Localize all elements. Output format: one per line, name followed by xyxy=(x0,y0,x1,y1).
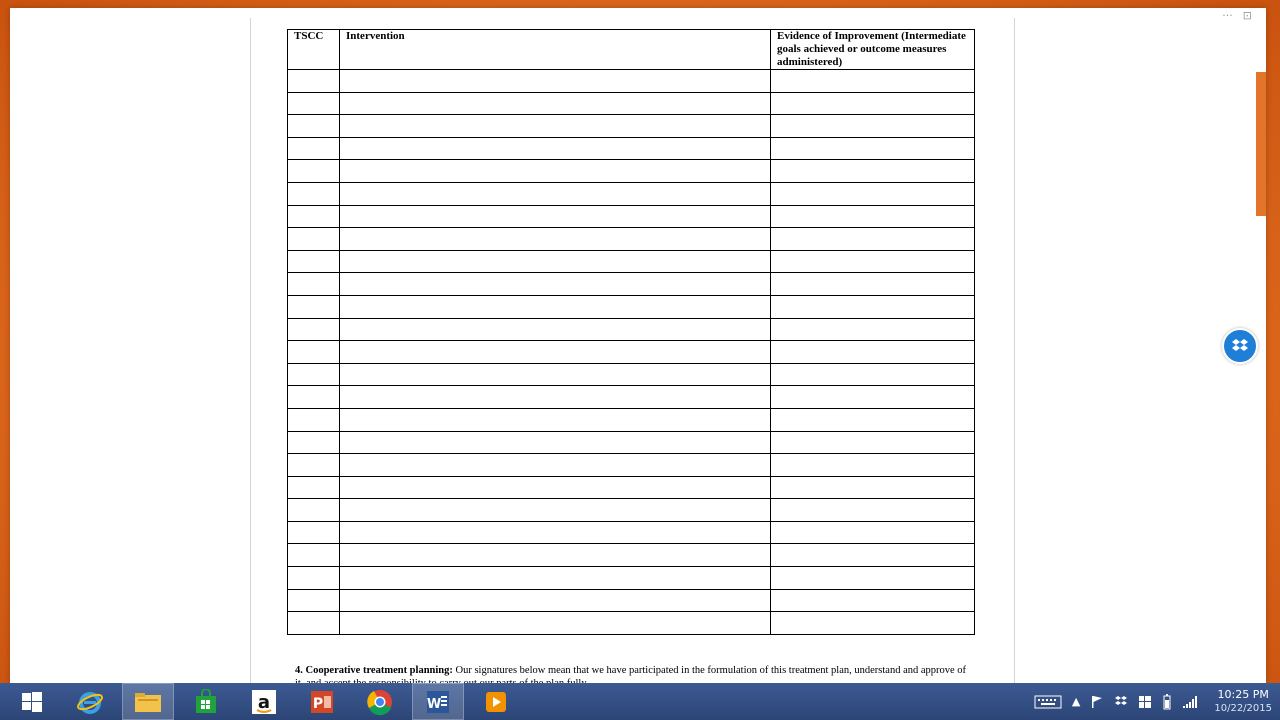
tscc-cell[interactable] xyxy=(288,499,340,522)
tscc-cell[interactable] xyxy=(288,408,340,431)
dropbox-tray-icon[interactable] xyxy=(1114,695,1128,709)
amazon-icon xyxy=(250,688,278,716)
evidence-cell[interactable] xyxy=(771,318,975,341)
evidence-cell[interactable] xyxy=(771,386,975,409)
tscc-cell[interactable] xyxy=(288,318,340,341)
header-tscc: TSCC xyxy=(288,30,340,70)
dropbox-glyph-icon xyxy=(1231,338,1249,354)
table-row xyxy=(288,521,975,544)
table-row xyxy=(288,115,975,138)
table-row xyxy=(288,431,975,454)
intervention-cell[interactable] xyxy=(340,295,771,318)
intervention-cell[interactable] xyxy=(340,341,771,364)
evidence-cell[interactable] xyxy=(771,408,975,431)
tscc-cell[interactable] xyxy=(288,160,340,183)
keyboard-icon[interactable] xyxy=(1034,694,1062,710)
intervention-table xyxy=(287,29,975,635)
evidence-cell[interactable] xyxy=(771,70,975,93)
evidence-cell[interactable] xyxy=(771,205,975,228)
section-text: Our signatures below mean that we have participated in the formulation of this treatment plan, understand and approve of xyxy=(455,665,967,676)
action-center-flag-icon[interactable] xyxy=(1090,695,1104,709)
table-row xyxy=(288,70,975,93)
intervention-cell[interactable] xyxy=(340,431,771,454)
table-row xyxy=(288,454,975,477)
taskbar xyxy=(0,683,1280,720)
intervention-cell[interactable] xyxy=(340,273,771,296)
intervention-cell[interactable] xyxy=(340,544,771,567)
tscc-cell[interactable] xyxy=(288,363,340,386)
tscc-cell[interactable] xyxy=(288,521,340,544)
tscc-cell[interactable] xyxy=(288,205,340,228)
intervention-cell[interactable] xyxy=(340,160,771,183)
table-row xyxy=(288,160,975,183)
svg-text:W: W xyxy=(426,696,442,712)
tscc-cell[interactable] xyxy=(288,92,340,115)
table-row xyxy=(288,476,975,499)
scrollbar-thumb[interactable] xyxy=(1256,72,1266,216)
document-page[interactable] xyxy=(250,18,1015,683)
table-row xyxy=(288,589,975,612)
evidence-cell[interactable] xyxy=(771,363,975,386)
intervention-cell[interactable] xyxy=(340,454,771,477)
dropbox-icon[interactable] xyxy=(1222,328,1258,364)
intervention-cell[interactable] xyxy=(340,205,771,228)
tscc-cell[interactable] xyxy=(288,182,340,205)
header-evidence: Evidence of Improvement (Intermediate goals achieved or outcome measures administered) xyxy=(771,30,975,70)
word-icon xyxy=(424,688,452,716)
table-row xyxy=(288,137,975,160)
folder-icon xyxy=(133,690,163,714)
wifi-signal-icon[interactable] xyxy=(1182,695,1198,709)
table-row xyxy=(288,205,975,228)
clock[interactable] xyxy=(1208,688,1272,716)
table-row xyxy=(288,567,975,590)
intervention-cell[interactable] xyxy=(340,137,771,160)
tscc-cell[interactable] xyxy=(288,295,340,318)
evidence-cell[interactable] xyxy=(771,544,975,567)
intervention-cell[interactable] xyxy=(340,476,771,499)
evidence-cell[interactable] xyxy=(771,567,975,590)
powerpoint-button[interactable] xyxy=(296,683,348,720)
more-options-icon[interactable]: ··· xyxy=(1222,8,1233,22)
chrome-button[interactable] xyxy=(354,683,406,720)
table-row xyxy=(288,386,975,409)
svg-text:a: a xyxy=(257,691,271,713)
evidence-cell[interactable] xyxy=(771,476,975,499)
evidence-cell[interactable] xyxy=(771,589,975,612)
word-window xyxy=(10,8,1266,683)
intervention-cell[interactable] xyxy=(340,318,771,341)
start-button[interactable] xyxy=(6,683,58,720)
tscc-cell[interactable] xyxy=(288,476,340,499)
table-row xyxy=(288,182,975,205)
tscc-cell[interactable] xyxy=(288,115,340,138)
amazon-button[interactable] xyxy=(238,683,290,720)
evidence-cell[interactable] xyxy=(771,499,975,522)
windows-tray-icon[interactable] xyxy=(1138,695,1152,709)
evidence-cell[interactable] xyxy=(771,160,975,183)
show-hidden-icons-icon[interactable]: ▲ xyxy=(1071,695,1081,708)
evidence-cell[interactable] xyxy=(771,92,975,115)
intervention-cell[interactable] xyxy=(340,612,771,635)
chrome-icon xyxy=(366,688,394,716)
tscc-cell[interactable] xyxy=(288,250,340,273)
tscc-cell[interactable] xyxy=(288,273,340,296)
clock-date: 10/22/2015 xyxy=(1214,702,1272,714)
intervention-cell[interactable] xyxy=(340,70,771,93)
word-button[interactable] xyxy=(412,683,464,720)
table-row xyxy=(288,363,975,386)
intervention-cell[interactable] xyxy=(340,363,771,386)
powerpoint-icon xyxy=(308,688,336,716)
intervention-cell[interactable] xyxy=(340,115,771,138)
tscc-cell[interactable] xyxy=(288,386,340,409)
media-player-button[interactable] xyxy=(470,683,522,720)
store-button[interactable] xyxy=(180,683,232,720)
intervention-cell[interactable] xyxy=(340,521,771,544)
tscc-cell[interactable] xyxy=(288,341,340,364)
windows-logo-icon xyxy=(20,690,44,714)
tscc-cell[interactable] xyxy=(288,228,340,251)
tscc-cell[interactable] xyxy=(288,544,340,567)
evidence-cell[interactable] xyxy=(771,182,975,205)
table-row xyxy=(288,544,975,567)
system-tray xyxy=(1034,683,1272,720)
table-row xyxy=(288,295,975,318)
evidence-cell[interactable] xyxy=(771,454,975,477)
table-row xyxy=(288,273,975,296)
table-row xyxy=(288,408,975,431)
evidence-cell[interactable] xyxy=(771,250,975,273)
table-header-row xyxy=(288,30,975,70)
evidence-cell[interactable] xyxy=(771,521,975,544)
restore-icon[interactable]: ⊡ xyxy=(1242,8,1252,22)
file-explorer-button[interactable] xyxy=(122,683,174,720)
tscc-cell[interactable] xyxy=(288,612,340,635)
battery-icon[interactable] xyxy=(1162,694,1172,710)
table-row xyxy=(288,92,975,115)
internet-explorer-button[interactable] xyxy=(64,683,116,720)
table-row xyxy=(288,250,975,273)
svg-text:P: P xyxy=(312,695,324,712)
evidence-cell[interactable] xyxy=(771,273,975,296)
evidence-cell[interactable] xyxy=(771,431,975,454)
intervention-cell[interactable] xyxy=(340,92,771,115)
intervention-cell[interactable] xyxy=(340,499,771,522)
evidence-cell[interactable] xyxy=(771,228,975,251)
header-intervention: Intervention xyxy=(340,30,771,70)
intervention-cell[interactable] xyxy=(340,228,771,251)
evidence-cell[interactable] xyxy=(771,137,975,160)
evidence-cell[interactable] xyxy=(771,295,975,318)
store-icon xyxy=(193,689,219,715)
tscc-cell[interactable] xyxy=(288,137,340,160)
tscc-cell[interactable] xyxy=(288,567,340,590)
evidence-cell[interactable] xyxy=(771,612,975,635)
clock-time: 10:25 PM xyxy=(1217,687,1269,701)
table-row xyxy=(288,341,975,364)
table-row xyxy=(288,499,975,522)
table-body xyxy=(288,70,975,635)
intervention-cell[interactable] xyxy=(340,567,771,590)
tscc-cell[interactable] xyxy=(288,589,340,612)
intervention-cell[interactable] xyxy=(340,182,771,205)
tscc-cell[interactable] xyxy=(288,454,340,477)
tscc-cell[interactable] xyxy=(288,70,340,93)
window-controls xyxy=(1222,8,1252,22)
play-icon xyxy=(483,689,509,715)
intervention-cell[interactable] xyxy=(340,589,771,612)
table-row xyxy=(288,612,975,635)
intervention-cell[interactable] xyxy=(340,386,771,409)
table-row xyxy=(288,228,975,251)
intervention-cell[interactable] xyxy=(340,250,771,273)
ie-icon xyxy=(76,688,104,716)
tscc-cell[interactable] xyxy=(288,431,340,454)
evidence-cell[interactable] xyxy=(771,341,975,364)
intervention-cell[interactable] xyxy=(340,408,771,431)
evidence-cell[interactable] xyxy=(771,115,975,138)
section-heading: 4. Cooperative treatment planning: xyxy=(295,665,453,676)
table-row xyxy=(288,318,975,341)
